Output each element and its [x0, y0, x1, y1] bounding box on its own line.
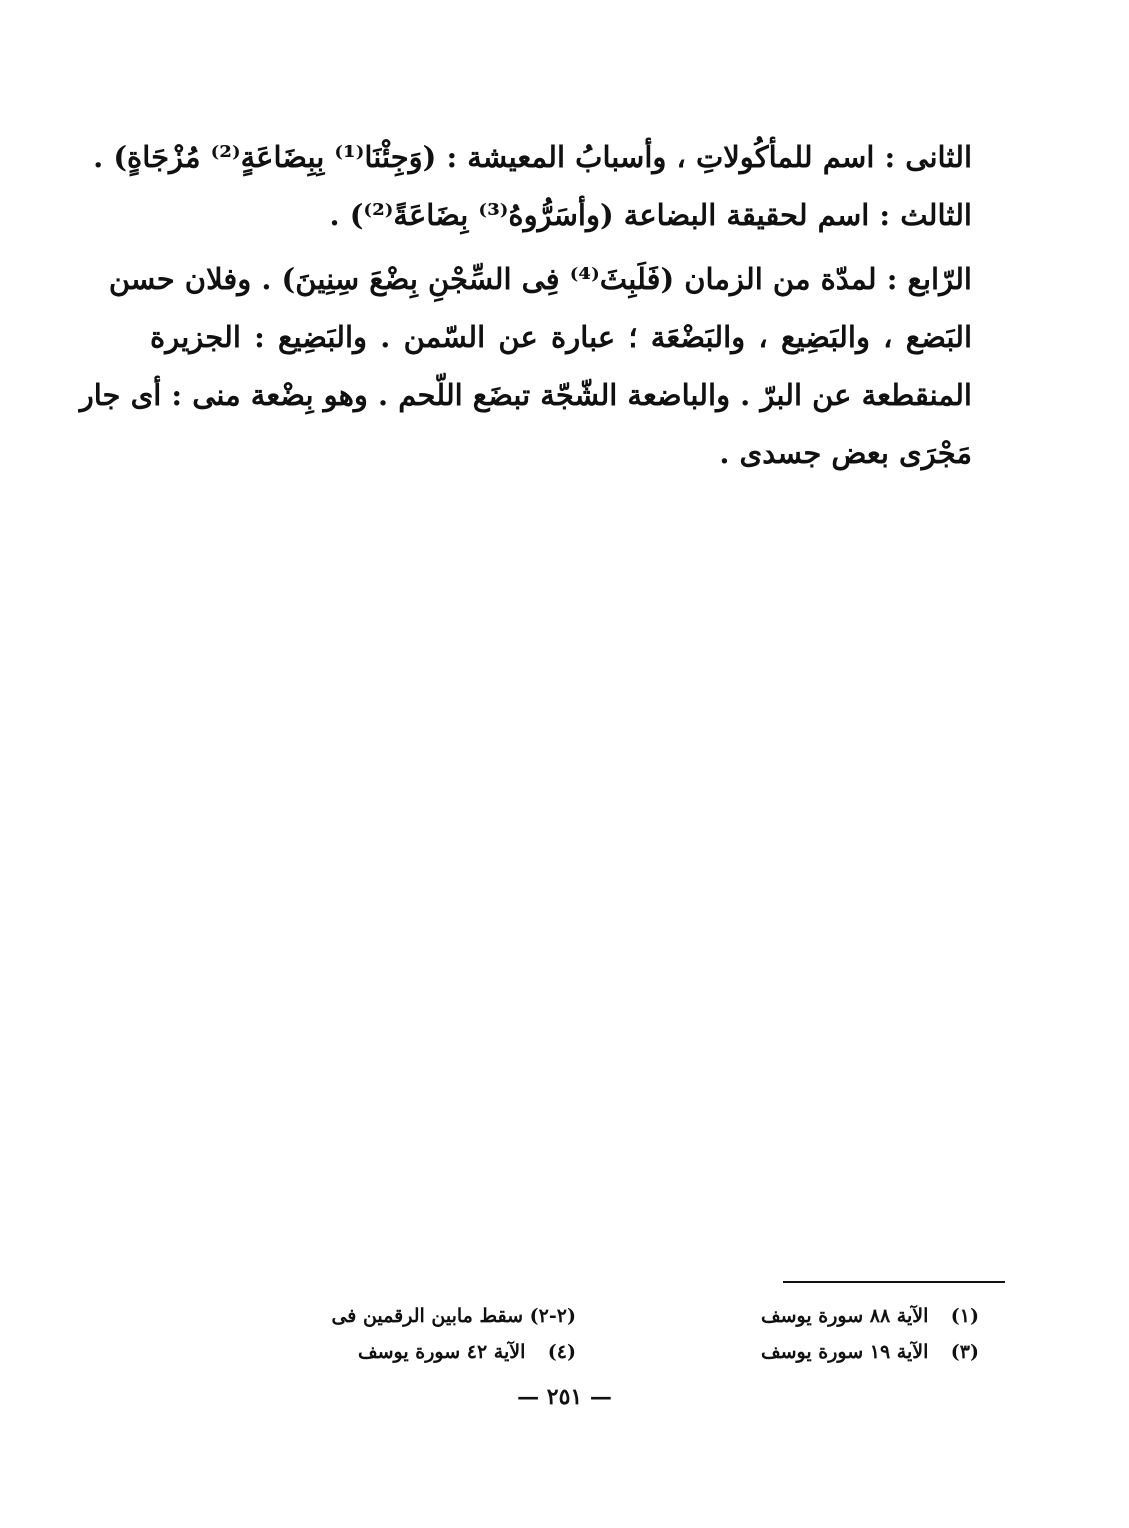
footnote-number: (٤) [547, 1341, 576, 1363]
footnote-text: سقط مابين الرقمين فى [331, 1305, 524, 1327]
footnote-text: الآية ٨٨ سورة يوسف [760, 1305, 929, 1327]
footnote-item [679, 1298, 979, 1334]
body-text [79, 128, 972, 482]
footnotes-left-column [266, 1298, 576, 1370]
footnote-number: (٢-٢) [529, 1305, 576, 1327]
text-line: الرّابع : لمدّة من الزمان (فَلَبِثَ⁽⁴⁾ فِى السِّجْنِ بِضْعَ سِنِينَ) . وفلان حسن [108, 262, 972, 296]
footnote-number: (٣) [950, 1341, 979, 1363]
footnote-item [679, 1334, 979, 1370]
page-number: — ٢٥١ — [517, 1384, 612, 1410]
footnote-number: (١) [950, 1305, 979, 1327]
footnotes-right-column [679, 1298, 979, 1370]
text-line: البَضع ، والبَضِيع ، والبَضْعَة ؛ عبارة عن السّمن . والبَضِيع : الجزيرة [150, 320, 972, 354]
footnote-text: الآية ١٩ سورة يوسف [760, 1341, 929, 1363]
footnote-item [266, 1298, 576, 1334]
footnote-divider [783, 1281, 1005, 1283]
text-line: مَجْرَى بعض جسدى . [719, 436, 972, 470]
footnote-item [266, 1334, 576, 1370]
text-line: المنقطعة عن البرّ . والباضعة الشّجّة تبضَع اللّحم . وهو بِضْعة منى : أى جار [79, 378, 972, 412]
footnote-text: الآية ٤٢ سورة يوسف [357, 1341, 526, 1363]
text-line: الثانى : اسم للمأكُولاتِ ، وأسبابُ المعيشة : (وَجِئْنَا⁽¹⁾ بِبِضَاعَةٍ⁽²⁾ مُزْجَاةٍ) . [93, 140, 972, 174]
text-line: الثالث : اسم لحقيقة البضاعة (وأسَرُّوهُ⁽³⁾ بِضَاعَةً⁽²⁾) . [329, 198, 972, 232]
